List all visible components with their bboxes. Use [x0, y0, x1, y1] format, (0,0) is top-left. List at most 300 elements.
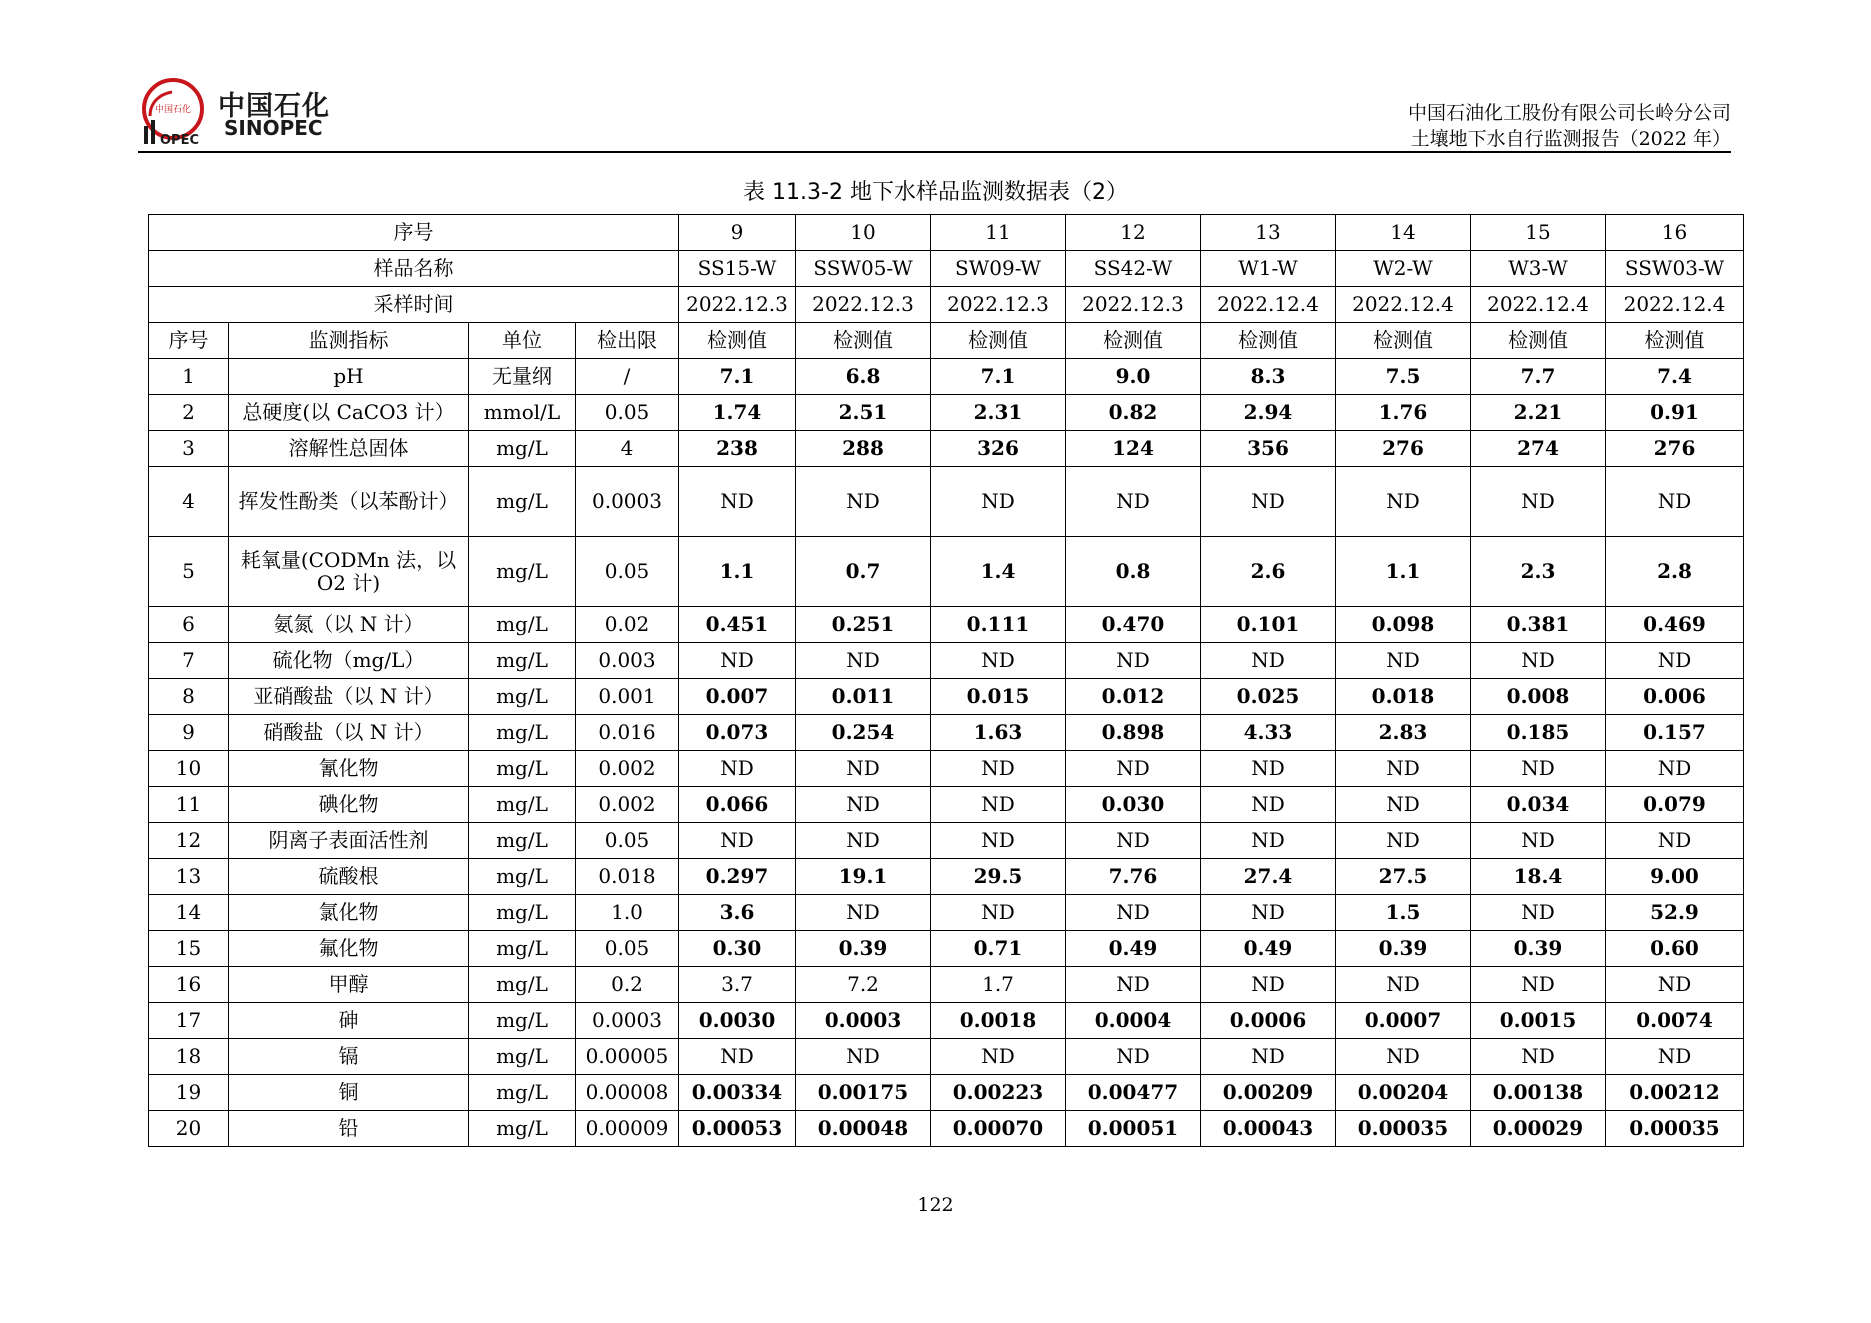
value-cell: ND	[1066, 1039, 1201, 1075]
value-cell: ND	[1066, 823, 1201, 859]
value-cell: 0.018	[1336, 679, 1471, 715]
value-cell: 7.7	[1471, 359, 1606, 395]
value-cell: 1.76	[1336, 395, 1471, 431]
value-cell: 0.00051	[1066, 1111, 1201, 1147]
value-cell: 2.6	[1201, 537, 1336, 607]
unit-cell: mmol/L	[469, 395, 576, 431]
sinopec-logo-icon	[138, 76, 208, 146]
value-cell: ND	[1606, 751, 1744, 787]
table-header-row	[149, 251, 1744, 287]
value-cell: 0.470	[1066, 607, 1201, 643]
value-cell: 0.39	[1336, 931, 1471, 967]
value-cell: ND	[1336, 643, 1471, 679]
table-row	[149, 537, 1744, 607]
header-cell: SS42-W	[1066, 251, 1201, 287]
indicator-name: 碘化物	[229, 787, 469, 823]
detection-limit-cell: 0.02	[576, 607, 679, 643]
header-cell: 15	[1471, 215, 1606, 251]
value-cell: 0.025	[1201, 679, 1336, 715]
value-cell: 0.00043	[1201, 1111, 1336, 1147]
logo-chinese-text: 中国石化	[218, 91, 330, 122]
unit-cell: mg/L	[469, 1111, 576, 1147]
value-cell: 0.00204	[1336, 1075, 1471, 1111]
value-cell: ND	[796, 823, 931, 859]
table-row	[149, 859, 1744, 895]
value-cell: 0.015	[931, 679, 1066, 715]
value-cell: 0.185	[1471, 715, 1606, 751]
table-row	[149, 359, 1744, 395]
value-cell: ND	[1471, 823, 1606, 859]
value-cell: 1.1	[1336, 537, 1471, 607]
value-cell: ND	[1336, 787, 1471, 823]
column-header-value: 检测值	[679, 323, 796, 359]
value-cell: 276	[1336, 431, 1471, 467]
value-cell: ND	[1606, 823, 1744, 859]
table-row	[149, 679, 1744, 715]
value-cell: ND	[1201, 967, 1336, 1003]
detection-limit-cell: 0.0003	[576, 467, 679, 537]
value-cell: 9.00	[1606, 859, 1744, 895]
value-cell: ND	[1336, 1039, 1471, 1075]
value-cell: 0.898	[1066, 715, 1201, 751]
unit-cell: mg/L	[469, 895, 576, 931]
value-cell: ND	[796, 467, 931, 537]
value-cell: ND	[1471, 751, 1606, 787]
unit-cell: mg/L	[469, 1039, 576, 1075]
value-cell: ND	[1066, 751, 1201, 787]
value-cell: 0.030	[1066, 787, 1201, 823]
table-row	[149, 895, 1744, 931]
value-cell: 52.9	[1606, 895, 1744, 931]
value-cell: 0.60	[1606, 931, 1744, 967]
detection-limit-cell: 0.00005	[576, 1039, 679, 1075]
row-number: 17	[149, 1003, 229, 1039]
value-cell: 0.381	[1471, 607, 1606, 643]
value-cell: 0.007	[679, 679, 796, 715]
value-cell: 2.94	[1201, 395, 1336, 431]
value-cell: 1.74	[679, 395, 796, 431]
value-cell: 124	[1066, 431, 1201, 467]
unit-cell: mg/L	[469, 715, 576, 751]
unit-cell: mg/L	[469, 679, 576, 715]
value-cell: 0.49	[1066, 931, 1201, 967]
table-header-row	[149, 287, 1744, 323]
value-cell: ND	[679, 1039, 796, 1075]
value-cell: ND	[679, 643, 796, 679]
value-cell: 0.00048	[796, 1111, 931, 1147]
value-cell: 0.101	[1201, 607, 1336, 643]
indicator-name: pH	[229, 359, 469, 395]
value-cell: 1.7	[931, 967, 1066, 1003]
table-row	[149, 1111, 1744, 1147]
value-cell: ND	[796, 751, 931, 787]
value-cell: 288	[796, 431, 931, 467]
header-cell: W3-W	[1471, 251, 1606, 287]
value-cell: 2.83	[1336, 715, 1471, 751]
value-cell: 0.098	[1336, 607, 1471, 643]
value-cell: 0.011	[796, 679, 931, 715]
value-cell: ND	[931, 1039, 1066, 1075]
row-number: 10	[149, 751, 229, 787]
row-number: 11	[149, 787, 229, 823]
value-cell: ND	[1066, 895, 1201, 931]
value-cell: 6.8	[796, 359, 931, 395]
value-cell: 3.7	[679, 967, 796, 1003]
row-number: 1	[149, 359, 229, 395]
value-cell: 356	[1201, 431, 1336, 467]
row-number: 12	[149, 823, 229, 859]
indicator-name: 总硬度(以 CaCO3 计）	[229, 395, 469, 431]
value-cell: 0.451	[679, 607, 796, 643]
indicator-name: 亚硝酸盐（以 N 计）	[229, 679, 469, 715]
detection-limit-cell: 0.001	[576, 679, 679, 715]
value-cell: 238	[679, 431, 796, 467]
value-cell: ND	[796, 787, 931, 823]
value-cell: 0.0007	[1336, 1003, 1471, 1039]
header-cell: SSW05-W	[796, 251, 931, 287]
value-cell: 0.00209	[1201, 1075, 1336, 1111]
value-cell: ND	[1201, 823, 1336, 859]
value-cell: 4.33	[1201, 715, 1336, 751]
value-cell: ND	[796, 1039, 931, 1075]
table-row	[149, 1039, 1744, 1075]
table-row	[149, 931, 1744, 967]
value-cell: ND	[1336, 823, 1471, 859]
value-cell: ND	[931, 823, 1066, 859]
detection-limit-cell: 0.002	[576, 787, 679, 823]
header-divider	[138, 151, 1731, 153]
value-cell: 0.00029	[1471, 1111, 1606, 1147]
value-cell: 0.0074	[1606, 1003, 1744, 1039]
column-header-no: 序号	[149, 323, 229, 359]
row-number: 20	[149, 1111, 229, 1147]
value-cell: ND	[1606, 1039, 1744, 1075]
value-cell: ND	[1336, 751, 1471, 787]
table-row	[149, 395, 1744, 431]
value-cell: 0.00070	[931, 1111, 1066, 1147]
unit-cell: mg/L	[469, 823, 576, 859]
company-name: 中国石油化工股份有限公司长岭分公司	[1407, 102, 1731, 124]
value-cell: ND	[931, 895, 1066, 931]
value-cell: ND	[1066, 643, 1201, 679]
row-number: 4	[149, 467, 229, 537]
value-cell: 1.63	[931, 715, 1066, 751]
value-cell: 19.1	[796, 859, 931, 895]
table-row	[149, 823, 1744, 859]
value-cell: ND	[931, 467, 1066, 537]
value-cell: ND	[1336, 467, 1471, 537]
detection-limit-cell: 0.002	[576, 751, 679, 787]
value-cell: 29.5	[931, 859, 1066, 895]
value-cell: 0.00223	[931, 1075, 1066, 1111]
row-number: 18	[149, 1039, 229, 1075]
unit-cell: mg/L	[469, 1075, 576, 1111]
groundwater-data-table	[148, 214, 1744, 1147]
value-cell: 0.0030	[679, 1003, 796, 1039]
value-cell: 0.0015	[1471, 1003, 1606, 1039]
header-cell: 2022.12.4	[1606, 287, 1744, 323]
value-cell: 0.157	[1606, 715, 1744, 751]
value-cell: ND	[1471, 1039, 1606, 1075]
column-header-value: 检测值	[931, 323, 1066, 359]
value-cell: 9.0	[1066, 359, 1201, 395]
unit-cell: mg/L	[469, 431, 576, 467]
column-header-value: 检测值	[1066, 323, 1201, 359]
value-cell: 0.111	[931, 607, 1066, 643]
value-cell: 0.00035	[1336, 1111, 1471, 1147]
detection-limit-cell: 1.0	[576, 895, 679, 931]
header-label: 序号	[149, 215, 679, 251]
value-cell: ND	[931, 787, 1066, 823]
detection-limit-cell: 0.05	[576, 823, 679, 859]
value-cell: ND	[796, 643, 931, 679]
indicator-name: 铅	[229, 1111, 469, 1147]
indicator-name: 氯化物	[229, 895, 469, 931]
value-cell: 0.254	[796, 715, 931, 751]
value-cell: 1.5	[1336, 895, 1471, 931]
column-header-unit: 单位	[469, 323, 576, 359]
value-cell: ND	[1606, 967, 1744, 1003]
header-cell: 2022.12.3	[796, 287, 931, 323]
value-cell: ND	[1201, 643, 1336, 679]
header-cell: 2022.12.3	[931, 287, 1066, 323]
value-cell: ND	[1201, 895, 1336, 931]
value-cell: 0.00035	[1606, 1111, 1744, 1147]
header-cell: W1-W	[1201, 251, 1336, 287]
detection-limit-cell: 0.00009	[576, 1111, 679, 1147]
value-cell: 0.49	[1201, 931, 1336, 967]
indicator-name: 硝酸盐（以 N 计）	[229, 715, 469, 751]
page-number: 122	[917, 1194, 954, 1216]
value-cell: ND	[679, 751, 796, 787]
value-cell: 2.31	[931, 395, 1066, 431]
unit-cell: mg/L	[469, 751, 576, 787]
header-cell: 2022.12.4	[1201, 287, 1336, 323]
header-cell: 13	[1201, 215, 1336, 251]
header-cell: 12	[1066, 215, 1201, 251]
value-cell: ND	[1471, 467, 1606, 537]
column-header-value: 检测值	[1336, 323, 1471, 359]
value-cell: 27.4	[1201, 859, 1336, 895]
value-cell: ND	[1471, 967, 1606, 1003]
value-cell: 0.0006	[1201, 1003, 1336, 1039]
value-cell: 0.00212	[1606, 1075, 1744, 1111]
header-cell: 2022.12.3	[1066, 287, 1201, 323]
value-cell: 0.066	[679, 787, 796, 823]
value-cell: ND	[1201, 751, 1336, 787]
table-title: 表 11.3-2 地下水样品监测数据表（2）	[743, 180, 1128, 205]
header-cell: SSW03-W	[1606, 251, 1744, 287]
row-number: 16	[149, 967, 229, 1003]
value-cell: ND	[1336, 967, 1471, 1003]
detection-limit-cell: 0.016	[576, 715, 679, 751]
value-cell: 8.3	[1201, 359, 1336, 395]
row-number: 19	[149, 1075, 229, 1111]
value-cell: 7.2	[796, 967, 931, 1003]
logo-english-text: SINOPEC	[224, 116, 323, 140]
value-cell: ND	[1201, 787, 1336, 823]
header-cell: W2-W	[1336, 251, 1471, 287]
value-cell: 7.76	[1066, 859, 1201, 895]
value-cell: ND	[1606, 643, 1744, 679]
value-cell: 27.5	[1336, 859, 1471, 895]
indicator-name: 镉	[229, 1039, 469, 1075]
indicator-name: 硫化物（mg/L）	[229, 643, 469, 679]
value-cell: ND	[796, 895, 931, 931]
header-cell: 2022.12.4	[1471, 287, 1606, 323]
header-label: 采样时间	[149, 287, 679, 323]
header-cell: 14	[1336, 215, 1471, 251]
row-number: 14	[149, 895, 229, 931]
table-row	[149, 787, 1744, 823]
unit-cell: mg/L	[469, 467, 576, 537]
header-cell: 9	[679, 215, 796, 251]
detection-limit-cell: /	[576, 359, 679, 395]
column-header-row	[149, 323, 1744, 359]
value-cell: 2.3	[1471, 537, 1606, 607]
header-cell: 2022.12.4	[1336, 287, 1471, 323]
value-cell: 0.00053	[679, 1111, 796, 1147]
value-cell: 0.006	[1606, 679, 1744, 715]
value-cell: 0.0018	[931, 1003, 1066, 1039]
value-cell: 0.39	[1471, 931, 1606, 967]
detection-limit-cell: 0.2	[576, 967, 679, 1003]
detection-limit-cell: 4	[576, 431, 679, 467]
table-row	[149, 967, 1744, 1003]
indicator-name: 挥发性酚类（以苯酚计）	[229, 467, 469, 537]
value-cell: 0.7	[796, 537, 931, 607]
value-cell: 18.4	[1471, 859, 1606, 895]
column-header-value: 检测值	[796, 323, 931, 359]
value-cell: 7.1	[931, 359, 1066, 395]
indicator-name: 耗氧量(CODMn 法，以 O2 计)	[229, 537, 469, 607]
value-cell: 0.073	[679, 715, 796, 751]
value-cell: 0.82	[1066, 395, 1201, 431]
value-cell: 0.008	[1471, 679, 1606, 715]
header-cell: 2022.12.3	[679, 287, 796, 323]
table-row	[149, 751, 1744, 787]
detection-limit-cell: 0.05	[576, 395, 679, 431]
header-cell: 10	[796, 215, 931, 251]
value-cell: 0.8	[1066, 537, 1201, 607]
table-row	[149, 467, 1744, 537]
table-row	[149, 643, 1744, 679]
value-cell: 0.39	[796, 931, 931, 967]
row-number: 5	[149, 537, 229, 607]
unit-cell: mg/L	[469, 1003, 576, 1039]
column-header-indicator: 监测指标	[229, 323, 469, 359]
value-cell: 7.1	[679, 359, 796, 395]
value-cell: 2.51	[796, 395, 931, 431]
unit-cell: mg/L	[469, 859, 576, 895]
table-row	[149, 715, 1744, 751]
column-header-value: 检测值	[1471, 323, 1606, 359]
indicator-name: 氟化物	[229, 931, 469, 967]
value-cell: 3.6	[679, 895, 796, 931]
indicator-name: 阴离子表面活性剂	[229, 823, 469, 859]
value-cell: 274	[1471, 431, 1606, 467]
value-cell: 7.4	[1606, 359, 1744, 395]
value-cell: 0.251	[796, 607, 931, 643]
unit-cell: 无量纲	[469, 359, 576, 395]
value-cell: 0.91	[1606, 395, 1744, 431]
svg-text:OPEC: OPEC	[160, 133, 199, 146]
row-number: 8	[149, 679, 229, 715]
column-header-limit: 检出限	[576, 323, 679, 359]
value-cell: 276	[1606, 431, 1744, 467]
row-number: 9	[149, 715, 229, 751]
indicator-name: 砷	[229, 1003, 469, 1039]
header-cell: SS15-W	[679, 251, 796, 287]
value-cell: 326	[931, 431, 1066, 467]
row-number: 7	[149, 643, 229, 679]
row-number: 15	[149, 931, 229, 967]
row-number: 2	[149, 395, 229, 431]
value-cell: ND	[679, 823, 796, 859]
value-cell: 0.71	[931, 931, 1066, 967]
indicator-name: 溶解性总固体	[229, 431, 469, 467]
value-cell: 0.00477	[1066, 1075, 1201, 1111]
header-cell: SW09-W	[931, 251, 1066, 287]
indicator-name: 氨氮（以 N 计）	[229, 607, 469, 643]
report-title: 土壤地下水自行监测报告（2022 年）	[1410, 128, 1731, 150]
unit-cell: mg/L	[469, 643, 576, 679]
value-cell: 1.1	[679, 537, 796, 607]
value-cell: ND	[1201, 467, 1336, 537]
table-row	[149, 607, 1744, 643]
unit-cell: mg/L	[469, 537, 576, 607]
value-cell: ND	[1471, 895, 1606, 931]
table-row	[149, 1075, 1744, 1111]
value-cell: 1.4	[931, 537, 1066, 607]
value-cell: 0.00138	[1471, 1075, 1606, 1111]
indicator-name: 甲醇	[229, 967, 469, 1003]
svg-text:中国石化: 中国石化	[154, 105, 192, 115]
value-cell: ND	[1606, 467, 1744, 537]
value-cell: 7.5	[1336, 359, 1471, 395]
value-cell: ND	[931, 643, 1066, 679]
row-number: 13	[149, 859, 229, 895]
unit-cell: mg/L	[469, 967, 576, 1003]
value-cell: ND	[1066, 467, 1201, 537]
value-cell: 0.034	[1471, 787, 1606, 823]
header-cell: 11	[931, 215, 1066, 251]
unit-cell: mg/L	[469, 931, 576, 967]
header-cell: 16	[1606, 215, 1744, 251]
detection-limit-cell: 0.05	[576, 537, 679, 607]
detection-limit-cell: 0.05	[576, 931, 679, 967]
value-cell: 0.297	[679, 859, 796, 895]
value-cell: ND	[679, 467, 796, 537]
value-cell: 0.30	[679, 931, 796, 967]
indicator-name: 硫酸根	[229, 859, 469, 895]
value-cell: 0.469	[1606, 607, 1744, 643]
detection-limit-cell: 0.00008	[576, 1075, 679, 1111]
indicator-name: 氰化物	[229, 751, 469, 787]
table-header-row	[149, 215, 1744, 251]
table-row	[149, 1003, 1744, 1039]
value-cell: 0.012	[1066, 679, 1201, 715]
value-cell: ND	[1066, 967, 1201, 1003]
value-cell: 2.21	[1471, 395, 1606, 431]
value-cell: 0.079	[1606, 787, 1744, 823]
value-cell: 0.0003	[796, 1003, 931, 1039]
detection-limit-cell: 0.018	[576, 859, 679, 895]
unit-cell: mg/L	[469, 607, 576, 643]
row-number: 6	[149, 607, 229, 643]
column-header-value: 检测值	[1201, 323, 1336, 359]
indicator-name: 铜	[229, 1075, 469, 1111]
